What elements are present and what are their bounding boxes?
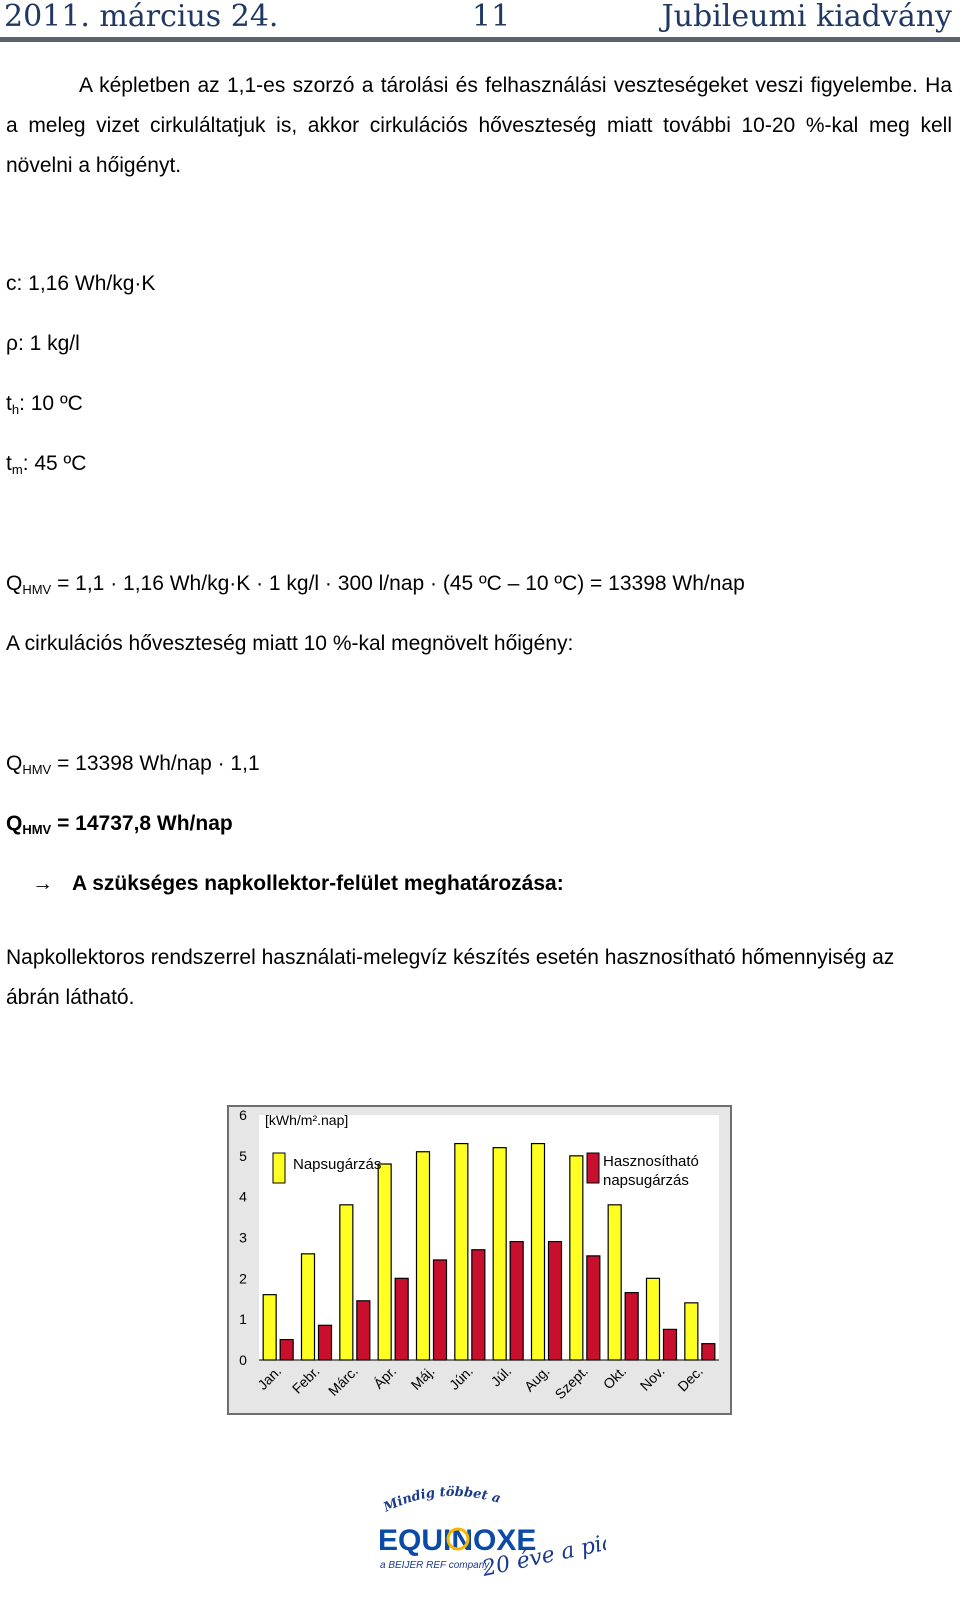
section-heading-line [0, 872, 564, 896]
equinoxe-logo [366, 1480, 606, 1600]
tm-sub: m [11, 462, 23, 477]
section-heading: A szükséges napkollektor-felület meghatározása: [72, 872, 564, 895]
x-tick-label: Nov. [636, 1362, 668, 1394]
q-sub: HMV [22, 822, 52, 837]
bar-hasznosithato [664, 1329, 677, 1360]
intro-paragraph: A képletben az 1,1-es szorzó a tárolási és felhasználási veszteségeket veszi figyelembe. Ha a meleg vizet cirkuláltatjuk is, akkor cirkulációs hőveszteség miatt további 10-20 %-kal meg kell növelni a hőigényt. [6, 74, 952, 177]
q-formula-1 [6, 572, 745, 597]
x-tick-label: Jan. [254, 1362, 285, 1393]
th-value: : 10 ºC [19, 392, 83, 415]
y-tick-label: 4 [239, 1188, 247, 1205]
bar-hasznosithato [549, 1242, 562, 1360]
q-var: Q [6, 572, 23, 595]
page-header [0, 0, 960, 44]
header-date: 2011. március 24. [4, 0, 279, 34]
bar-napsugarzas [263, 1295, 276, 1360]
bar-hasznosithato [357, 1301, 370, 1360]
tm-var: t [6, 452, 12, 475]
bar-napsugarzas [340, 1205, 353, 1360]
legend-label-hasznosithato-line2: napsugárzás [603, 1172, 689, 1189]
y-tick-label: 2 [239, 1270, 247, 1287]
q-sub: HMV [22, 762, 52, 777]
circulation-text: A cirkulációs hőveszteség miatt 10 %-kal megnövelt hőigény: [6, 632, 574, 655]
bar-hasznosithato [625, 1293, 638, 1360]
bar-napsugarzas [685, 1303, 698, 1360]
y-tick-label: 1 [239, 1311, 247, 1328]
collector-paragraph: Napkollektoros rendszerrel használati-melegvíz készítés esetén hasznosítható hőmennyiség az ábrán látható. [6, 946, 895, 1009]
th-var: t [6, 392, 12, 415]
th-line [6, 392, 83, 417]
x-tick-label: Jún. [445, 1362, 476, 1393]
bar-hasznosithato [510, 1242, 523, 1360]
q3-expression: = 14737,8 Wh/nap [51, 812, 233, 835]
x-tick-label: Máj. [407, 1362, 438, 1393]
rho-line: ρ: 1 kg/l [6, 332, 80, 355]
arrow-icon: → [32, 872, 53, 895]
x-tick-label: Aug. [520, 1362, 553, 1395]
y-tick-label: 3 [239, 1229, 247, 1246]
y-tick-label: 0 [239, 1352, 247, 1368]
q-formula-3 [6, 812, 233, 837]
x-tick-label: Júl. [487, 1362, 515, 1390]
q-var: Q [6, 812, 23, 835]
logo-company: a BEIJER REF company [380, 1560, 490, 1571]
bar-napsugarzas [608, 1205, 621, 1360]
th-sub: h [11, 402, 20, 417]
legend-swatch-hasznosithato [587, 1153, 599, 1183]
logo-anniversary: 20 éve a piacon [480, 1521, 606, 1582]
bar-hasznosithato [395, 1278, 408, 1360]
header-page-number: 11 [472, 0, 511, 34]
legend-swatch-napsugarzas [273, 1153, 285, 1183]
tm-value: : 45 ºC [22, 452, 87, 475]
legend-label-napsugarzas: Napsugárzás [293, 1156, 382, 1173]
bar-hasznosithato [702, 1344, 715, 1360]
y-tick-label: 5 [239, 1147, 247, 1164]
logo-slogan: Mindig többet a [381, 1484, 503, 1516]
x-tick-label: Okt. [599, 1362, 630, 1393]
bar-hasznosithato [280, 1340, 293, 1360]
header-edition: Jubileumi kiadvány [661, 0, 952, 34]
bar-hasznosithato [434, 1260, 447, 1360]
bar-napsugarzas [417, 1152, 430, 1360]
bar-hasznosithato [472, 1250, 485, 1360]
bar-napsugarzas [570, 1156, 583, 1360]
chart-svg [229, 1107, 730, 1413]
q-sub: HMV [22, 582, 52, 597]
tm-line [6, 452, 86, 477]
x-tick-label: Febr. [288, 1362, 323, 1397]
legend-label-hasznosithato-line1: Hasznosítható [603, 1153, 699, 1170]
logo-graphic [366, 1480, 606, 1600]
x-tick-label: Szept. [551, 1362, 591, 1403]
q-formula-2 [6, 752, 260, 777]
q-var: Q [6, 752, 23, 775]
logo-brand: EQUINOXE [378, 1524, 537, 1557]
x-tick-label: Dec. [674, 1362, 706, 1395]
bar-napsugarzas [378, 1164, 391, 1360]
bar-napsugarzas [302, 1254, 315, 1360]
bar-napsugarzas [493, 1148, 506, 1360]
y-tick-label: 6 [239, 1107, 247, 1123]
x-tick-label: Márc. [324, 1362, 361, 1399]
y-axis-label: [kWh/m².nap] [265, 1112, 349, 1128]
header-rule [0, 37, 960, 42]
bar-napsugarzas [532, 1144, 545, 1360]
bar-napsugarzas [647, 1278, 660, 1360]
bar-hasznosithato [319, 1325, 332, 1360]
solar-radiation-chart [227, 1105, 732, 1415]
c-line: c: 1,16 Wh/kg·K [6, 272, 156, 295]
bar-hasznosithato [587, 1256, 600, 1360]
bar-napsugarzas [455, 1144, 468, 1360]
q2-expression: = 13398 Wh/nap · 1,1 [51, 752, 260, 775]
x-tick-label: Ápr. [370, 1362, 400, 1392]
q1-expression: = 1,1 · 1,16 Wh/kg·K · 1 kg/l · 300 l/nap · (45 ºC – 10 ºC) = 13398 Wh/nap [51, 572, 745, 595]
